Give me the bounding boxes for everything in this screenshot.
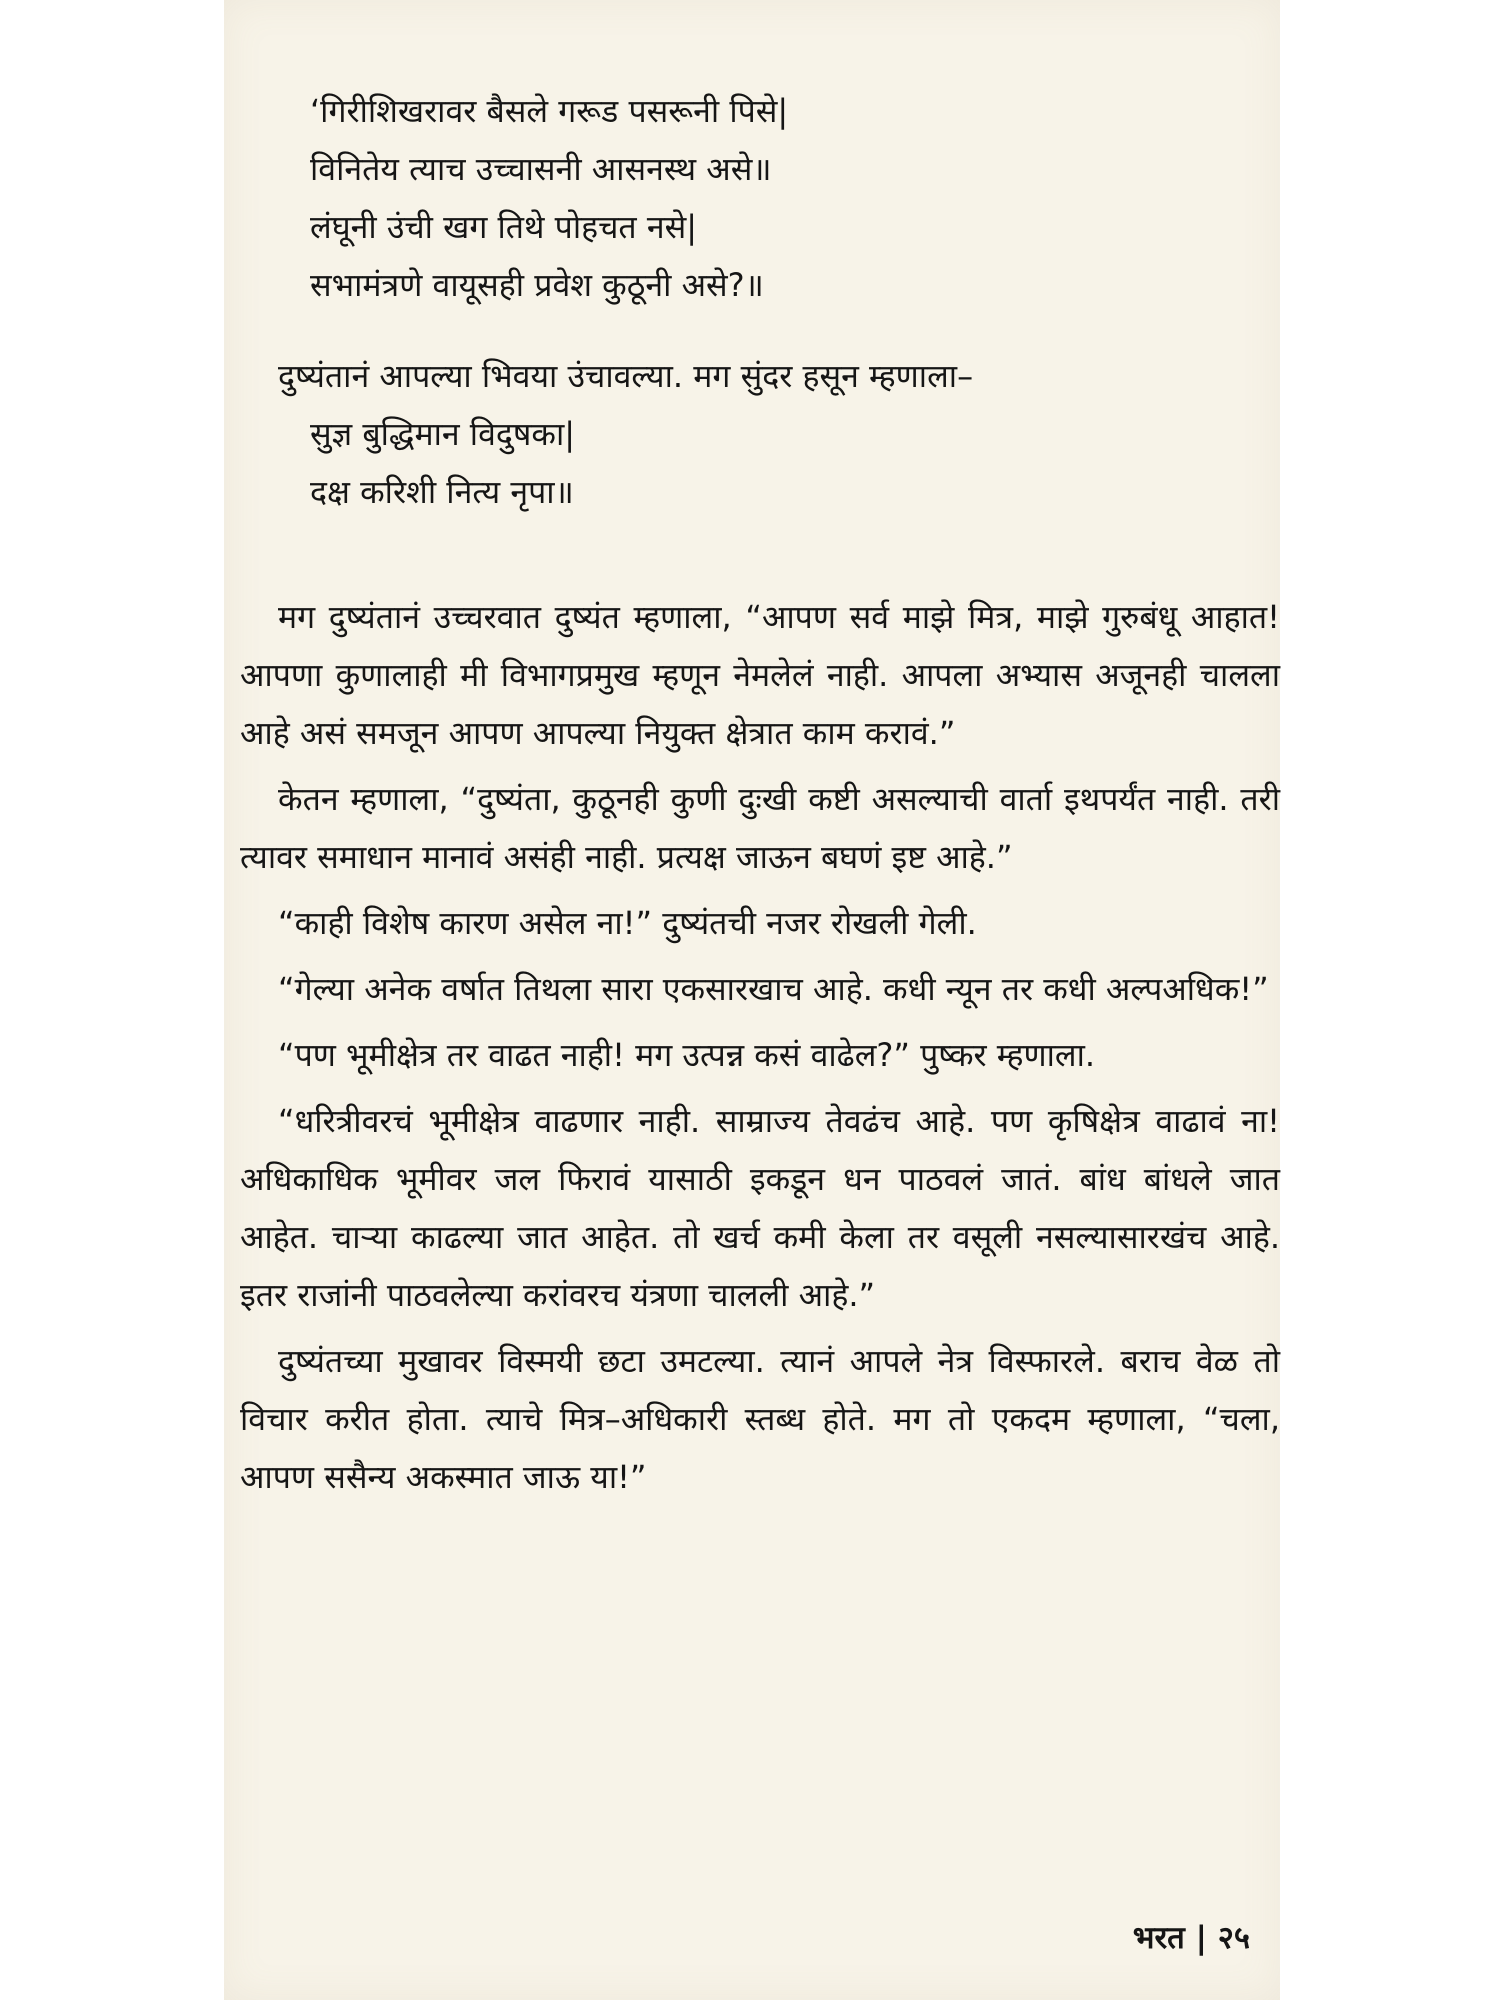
- verse-block-1: [310, 82, 1280, 314]
- paragraph: दुष्यंतच्या मुखावर विस्मयी छटा उमटल्या. त्यानं आपले नेत्र विस्फारले. बराच वेळ तो विचार करीत होता. त्याचे मित्र–अधिकारी स्तब्ध होते. मग तो एकदम म्हणाला, “चला, आपण ससैन्य अकस्मात जाऊ या!”: [240, 1342, 1280, 1496]
- verse-line: दक्ष करिशी नित्य नृपा॥: [310, 473, 574, 511]
- verse-block-2: [310, 405, 1280, 521]
- paragraph: “गेल्या अनेक वर्षात तिथला सारा एकसारखाच आहे. कधी न्यून तर कधी अल्पअधिक!”: [278, 970, 1269, 1008]
- verse-line: सुज्ञ बुद्धिमान विदुषका|: [310, 415, 576, 453]
- intro-line: दुष्यंतानं आपल्या भिवया उंचावल्या. मग सुंदर हसून म्हणाला–: [278, 357, 974, 395]
- page-footer: भरत | २५: [1132, 1920, 1250, 1956]
- paragraph: मग दुष्यंतानं उच्चरवात दुष्यंत म्हणाला, “आपण सर्व माझे मित्र, माझे गुरुबंधू आहात! आपणा कुणालाही मी विभागप्रमुख म्हणून नेमलेलं नाही. आपला अभ्यास अजूनही चालला आहे असं समजून आपण आपल्या नियुक्त क्षेत्रात काम करावं.”: [240, 598, 1280, 752]
- paragraph: “पण भूमीक्षेत्र तर वाढत नाही! मग उत्पन्न कसं वाढेल?” पुष्कर म्हणाला.: [278, 1036, 1096, 1074]
- paragraph: “काही विशेष कारण असेल ना!” दुष्यंतची नजर रोखली गेली.: [278, 904, 977, 942]
- page-text: [240, 82, 1280, 1514]
- verse-line: ‘गिरीशिखरावर बैसले गरूड पसरूनी पिसे|: [310, 92, 789, 130]
- verse-line: विनितेय त्याच उच्चासनी आसनस्थ असे॥: [310, 150, 772, 188]
- verse-line: लंघूनी उंची खग तिथे पोहचत नसे|: [310, 208, 698, 246]
- verse-line: सभामंत्रणे वायूसही प्रवेश कुठूनी असे?॥: [310, 266, 764, 304]
- paragraph: “धरित्रीवरचं भूमीक्षेत्र वाढणार नाही. साम्राज्य तेवढंच आहे. पण कृषिक्षेत्र वाढावं ना! अधिकाधिक भूमीवर जल फिरावं यासाठी इकडून धन पाठवलं जातं. बांध बांधले जात आहेत. चाऱ्या काढल्या जात आहेत. तो खर्च कमी केला तर वसूली नसल्यासारखंच आहे. इतर राजांनी पाठवलेल्या करांवरच यंत्रणा चालली आहे.”: [240, 1102, 1280, 1314]
- book-page: [224, 0, 1280, 2000]
- paragraph: केतन म्हणाला, “दुष्यंता, कुठूनही कुणी दुःखी कष्टी असल्याची वार्ता इथपर्यंत नाही. तरी त्यावर समाधान मानावं असंही नाही. प्रत्यक्ष जाऊन बघणं इष्ट आहे.”: [240, 780, 1280, 876]
